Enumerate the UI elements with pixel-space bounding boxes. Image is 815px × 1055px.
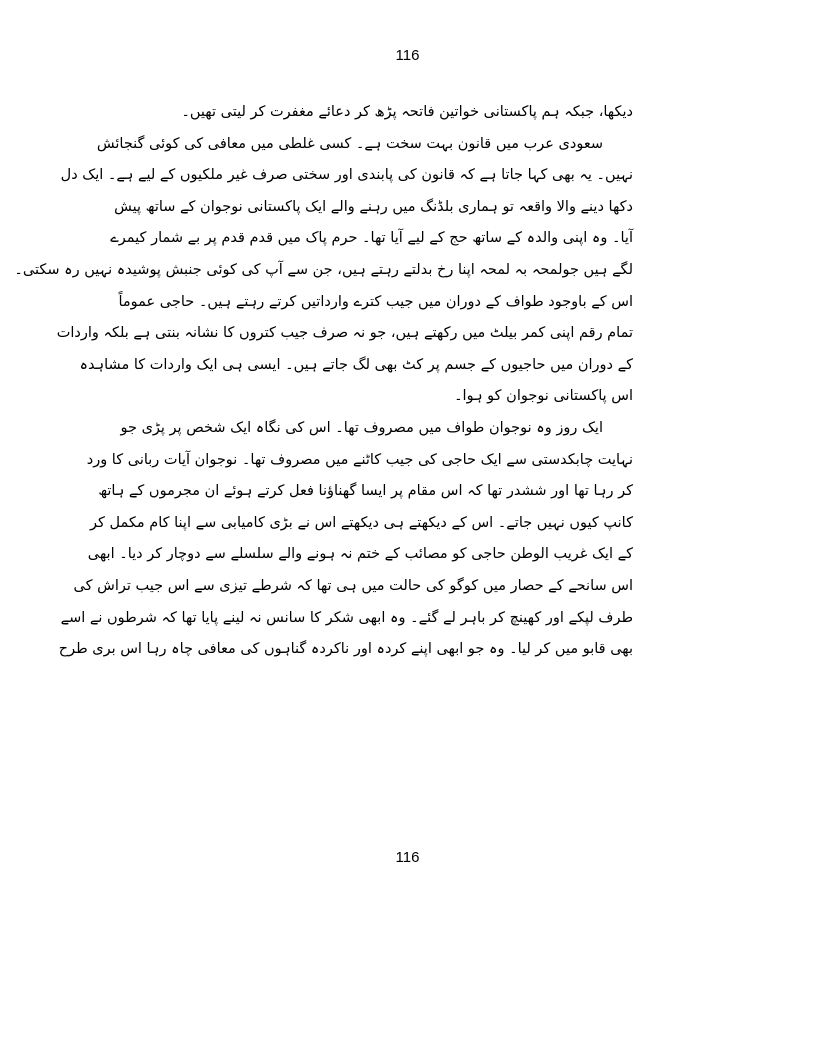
paragraph-2 (14, 129, 633, 413)
text-line: سعودی عرب میں قانون بہت سخت ہے۔ کسی غلطی میں معافی کی کوئی گنجائش (96, 135, 603, 152)
text-line: دکھا دینے والا واقعہ تو ہماری بلڈنگ میں رہنے والے ایک پاکستانی نوجوان کے ساتھ پیش (114, 198, 633, 215)
text-line: نہایت چابکدستی سے ایک حاجی کی جیب کاٹنے میں مصروف تھا۔ نوجوان آیات ربانی کا ورد (86, 451, 633, 468)
text-line: طرف لپکے اور کھینچ کر باہر لے گئے۔ وہ ابھی شکر کا سانس نہ لینے پایا تھا کہ شرطوں نے اسے (60, 609, 633, 626)
document-body (14, 97, 633, 666)
text-line: اس کے باوجود طواف کے دوران میں جیب کترے وارداتیں کرتے رہتے ہیں۔ حاجی عموماً (118, 293, 633, 310)
text-line: کے ایک غریب الوطن حاجی کو مصائب کے ختم نہ ہونے والے سلسلے سے دوچار کر دیا۔ ابھی (87, 546, 633, 563)
text-line: دیکھا، جبکہ ہم پاکستانی خواتین فاتحہ پڑھ کر دعائے مغفرت کر لیتی تھیں۔ (181, 104, 633, 120)
text-line: آیا۔ وہ اپنی والدہ کے ساتھ حج کے لیے آیا تھا۔ حرم پاک میں قدم قدم پر بے شمار کیمرے (110, 230, 633, 247)
page-number-bottom: 116 (395, 849, 420, 866)
text-line: کانپ کیوں نہیں جاتے۔ اس کے دیکھتے ہی دیکھتے اس نے بڑی کامیابی سے اپنا کام مکمل کر (89, 514, 633, 531)
text-line: ایک روز وہ نوجوان طواف میں مصروف تھا۔ اس کی نگاہ ایک شخص پر پڑی جو (120, 419, 603, 436)
text-line: اس سانحے کے حصار میں کوگو کی حالت میں ہی تھا کہ شرطے تیزی سے اس جیب تراش کی (73, 577, 633, 594)
paragraph-1 (183, 97, 633, 129)
text-line: بھی قابو میں کر لیا۔ وہ جو ابھی اپنے کردہ اور ناکردہ گناہوں کی معافی چاہ رہا اس بری طرح (58, 641, 633, 658)
text-line: نہیں۔ یہ بھی کہا جاتا ہے کہ قانون کی پابندی اور سختی صرف غیر ملکیوں کے لیے ہے۔ ایک دل (60, 167, 633, 184)
page-number-top: 116 (395, 47, 420, 64)
text-line: کے دوران میں حاجیوں کے جسم پر کٹ بھی لگ جاتے ہیں۔ ایسی ہی ایک واردات کا مشاہدہ (79, 356, 633, 373)
text-line: اس پاکستانی نوجوان کو ہوا۔ (454, 388, 633, 405)
text-line: لگے ہیں جولمحہ بہ لمحہ اپنا رخ بدلتے رہتے ہیں، جن سے آپ کی کوئی جنبش پوشیدہ نہیں رہ سکتی۔ (14, 261, 633, 278)
text-line: تمام رقم اپنی کمر بیلٹ میں رکھتے ہیں، جو نہ صرف جیب کتروں کا نشانہ بنتی ہے بلکہ واردات (56, 325, 633, 342)
text-line: کر رہا تھا اور ششدر تھا کہ اس مقام پر ایسا گھناؤنا فعل کرتے ہوئے ان مجرموں کے ہاتھ (98, 483, 633, 500)
paragraph-3 (58, 413, 633, 666)
